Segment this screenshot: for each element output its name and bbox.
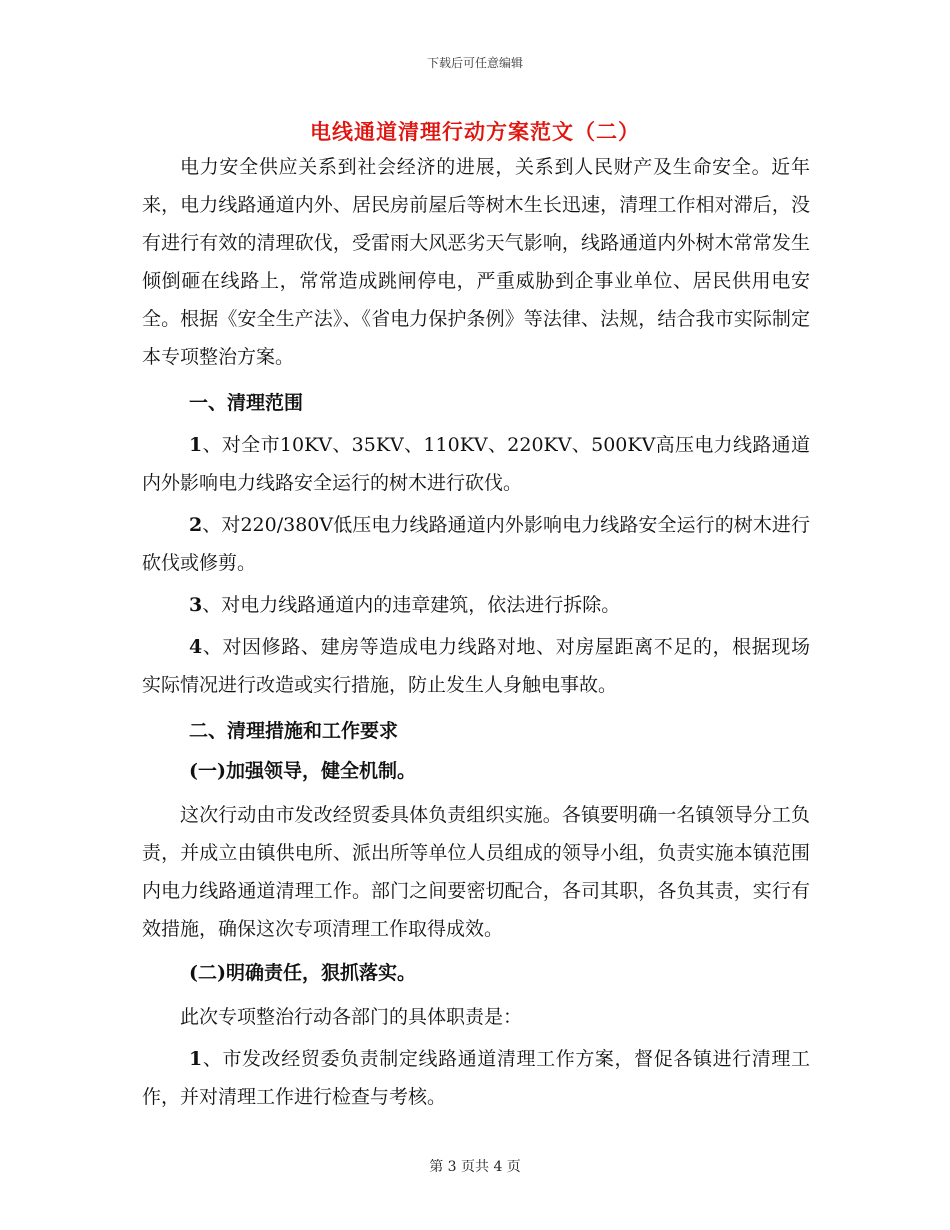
item-text: 、对220/380V低压电力线路通道内外影响电力线路安全运行的树木进行砍伐或修剪。 bbox=[142, 514, 810, 574]
section-1-item-3 bbox=[142, 586, 810, 624]
page-footer: 第 3 页共 4 页 bbox=[429, 1159, 521, 1175]
subsection-2-item-1 bbox=[142, 1040, 810, 1116]
section-1-item-2 bbox=[142, 506, 810, 582]
subsection-2-paragraph: 此次专项整治行动各部门的具体职责是： bbox=[180, 1006, 523, 1028]
subsection-1-paragraph: 这次行动由市发改经贸委具体负责组织实施。各镇要明确一名镇领导分工负责，并成立由镇供电所、派出所等单位人员组成的领导小组，负责实施本镇范围内电力线路通道清理工作。部门之间要密切配合，各司其职，各负其责，实行有效措施，确保这次专项清理工作取得成效。 bbox=[142, 804, 810, 940]
item-text: 、市发改经贸委负责制定线路通道清理工作方案，督促各镇进行清理工作，并对清理工作进行检查与考核。 bbox=[142, 1048, 810, 1108]
subsection-2-heading: (二)明确责任，狠抓落实。 bbox=[189, 962, 416, 984]
section-1-item-4 bbox=[142, 628, 810, 704]
item-text: 、对电力线路通道内的违章建筑，依法进行拆除。 bbox=[202, 594, 621, 616]
document-title: 电线通道清理行动方案范文（二） bbox=[310, 119, 640, 144]
section-1-heading: 一、清理范围 bbox=[189, 392, 304, 414]
page-header: 下载后可任意编辑 bbox=[426, 56, 523, 70]
section-1-item-1 bbox=[142, 426, 810, 502]
item-number: 4 bbox=[189, 636, 203, 658]
item-text: 、对因修路、建房等造成电力线路对地、对房屋距离不足的，根据现场实际情况进行改造或实行措施，防止发生人身触电事故。 bbox=[142, 636, 810, 696]
intro-paragraph: 电力安全供应关系到社会经济的进展，关系到人民财产及生命安全。近年来，电力线路通道内外、居民房前屋后等树木生长迅速，清理工作相对滞后，没有进行有效的清理砍伐，受雷雨大风恶劣天气影响，线路通道内外树木常常发生倾倒砸在线路上，常常造成跳闸停电，严重威胁到企事业单位、居民供用电安全。根据《安全生产法》、《省电力保护条例》等法律、法规，结合我市实际制定本专项整治方案。 bbox=[142, 156, 810, 368]
subsection-1-heading: (一)加强领导，健全机制。 bbox=[189, 760, 416, 782]
item-number: 3 bbox=[189, 594, 203, 616]
document-body bbox=[142, 148, 810, 1116]
item-number: 1 bbox=[189, 1048, 203, 1070]
section-2-heading: 二、清理措施和工作要求 bbox=[189, 720, 399, 742]
item-number: 2 bbox=[189, 514, 203, 536]
item-number: 1 bbox=[189, 434, 203, 456]
item-text: 、对全市10KV、35KV、110KV、220KV、500KV高压电力线路通道内外影响电力线路安全运行的树木进行砍伐。 bbox=[142, 434, 810, 494]
